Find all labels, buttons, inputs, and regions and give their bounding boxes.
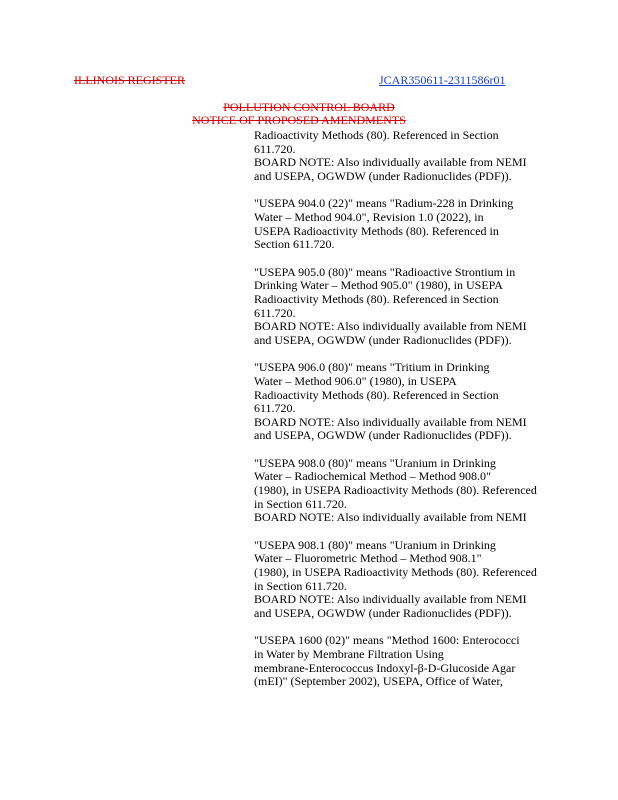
text-line: in Section 611.720.	[254, 578, 347, 593]
text-line: "USEPA 906.0 (80)" means "Tritium in Drinking	[254, 360, 490, 375]
definition-paragraph	[254, 634, 566, 688]
register-header: ILLINOIS REGISTER	[74, 73, 185, 87]
definition-paragraph	[254, 361, 566, 443]
definition-paragraph	[254, 129, 566, 183]
agency-name: POLLUTION CONTROL BOARD	[223, 100, 395, 114]
text-line: and USEPA, OGWDW (under Radionuclides (PDF)).	[254, 428, 512, 443]
text-line: "USEPA 1600 (02)" means "Method 1600: Enterococci	[254, 633, 520, 648]
document-id: JCAR350611-2311586r01	[379, 73, 506, 87]
text-line: Drinking Water – Method 905.0" (1980), in USEPA	[254, 278, 503, 293]
text-line: "USEPA 905.0 (80)" means "Radioactive Strontium in	[254, 264, 516, 279]
definition-paragraph	[254, 197, 566, 251]
text-line: and USEPA, OGWDW (under Radionuclides (PDF)).	[254, 605, 512, 620]
text-line: membrane-Enterococcus Indoxyl-β-D-Glucoside Agar	[254, 660, 516, 675]
text-line: (1980), in USEPA Radioactivity Methods (80). Referenced	[254, 483, 537, 498]
text-line: (mEI)" (September 2002), USEPA, Office of Water,	[254, 674, 503, 689]
text-line: "USEPA 908.0 (80)" means "Uranium in Drinking	[254, 455, 496, 470]
text-line: Radioactivity Methods (80). Referenced in Section	[254, 291, 499, 306]
text-line: BOARD NOTE: Also individually available from NEMI	[254, 510, 527, 525]
text-line: Water – Fluorometric Method – Method 908.1"	[254, 551, 482, 566]
text-line: Radioactivity Methods (80). Referenced in Section	[254, 128, 499, 142]
definition-paragraph	[254, 539, 566, 621]
text-line: Water – Method 904.0", Revision 1.0 (2022), in	[254, 209, 484, 224]
text-line: Section 611.720.	[254, 237, 335, 252]
agency-title	[0, 101, 618, 127]
text-line: and USEPA, OGWDW (under Radionuclides (PDF)).	[254, 168, 512, 183]
text-line: BOARD NOTE: Also individually available from NEMI	[254, 319, 527, 334]
notice-title: NOTICE OF PROPOSED AMENDMENTS	[192, 113, 406, 127]
text-line: "USEPA 904.0 (22)" means "Radium-228 in Drinking	[254, 196, 514, 211]
text-line: (1980), in USEPA Radioactivity Methods (80). Referenced	[254, 565, 537, 580]
definition-paragraph	[254, 457, 566, 525]
text-line: in Section 611.720.	[254, 496, 347, 511]
definition-paragraph	[254, 266, 566, 348]
text-line: Water – Method 906.0" (1980), in USEPA	[254, 373, 457, 388]
document-body	[254, 129, 566, 703]
text-line: "USEPA 908.1 (80)" means "Uranium in Drinking	[254, 537, 496, 552]
text-line: BOARD NOTE: Also individually available from NEMI	[254, 592, 527, 607]
text-line: BOARD NOTE: Also individually available from NEMI	[254, 414, 527, 429]
text-line: 611.720.	[254, 305, 296, 320]
text-line: USEPA Radioactivity Methods (80). Referenced in	[254, 223, 499, 238]
text-line: Radioactivity Methods (80). Referenced in Section	[254, 387, 499, 402]
text-line: 611.720.	[254, 401, 296, 416]
text-line: 611.720.	[254, 141, 296, 156]
text-line: BOARD NOTE: Also individually available from NEMI	[254, 155, 527, 170]
text-line: Water – Radiochemical Method – Method 908.0"	[254, 469, 491, 484]
text-line: in Water by Membrane Filtration Using	[254, 647, 444, 661]
text-line: and USEPA, OGWDW (under Radionuclides (PDF)).	[254, 332, 512, 347]
